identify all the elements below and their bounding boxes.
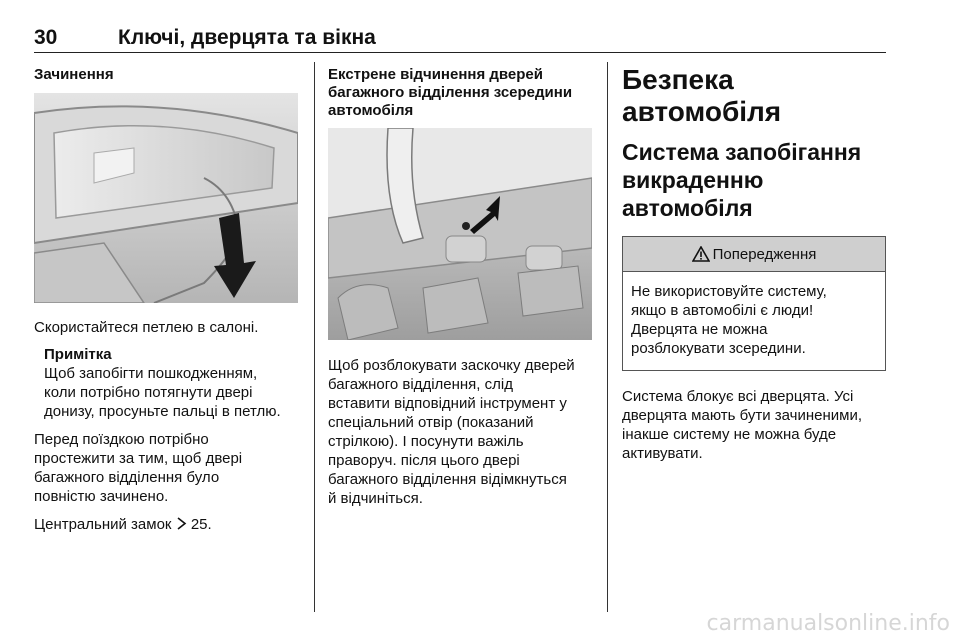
page-number: 30 — [34, 26, 58, 49]
text-line: спеціальний отвір (показаний — [328, 414, 534, 431]
column-closing-text — [34, 318, 304, 534]
text-line: й відчиніться. — [328, 490, 423, 507]
vehicle-security-section — [622, 64, 892, 463]
heading-line: Екстрене відчинення дверей — [328, 66, 543, 83]
cross-reference-page: 25. — [190, 516, 212, 533]
cross-reference[interactable] — [34, 515, 304, 534]
arrow-ref-icon — [176, 517, 187, 530]
emergency-release-illustration — [328, 128, 592, 340]
warning-triangle-icon — [692, 246, 710, 262]
note-line: донизу, просуньте пальці в петлю. — [44, 403, 281, 420]
column-divider — [607, 62, 608, 612]
text-line: активувати. — [622, 445, 703, 462]
heading-line: багажного відділення зсередини — [328, 84, 573, 101]
heading-line: автомобіля — [328, 102, 414, 119]
note-block — [44, 345, 304, 421]
warning-line: якщо в автомобілі є люди! — [631, 302, 814, 319]
chapter-title: Ключі, дверцята та вікна — [118, 26, 376, 49]
warning-title: Попередження — [712, 245, 817, 263]
warning-line: Дверцята не можна — [631, 321, 768, 338]
column-divider — [314, 62, 315, 612]
cross-reference-text: Центральний замок — [34, 516, 172, 533]
warning-line: розблокувати зсередини. — [631, 340, 806, 357]
note-title: Примітка — [44, 346, 112, 363]
instruction-text: Скористайтеся петлею в салоні. — [34, 319, 259, 336]
warning-line: Не використовуйте систему, — [631, 283, 827, 300]
text-line: багажного відділення було — [34, 469, 220, 486]
text-line: простежити за тим, щоб двері — [34, 450, 243, 467]
section-title: Безпека автомобіля — [622, 64, 782, 127]
text-line: Щоб розблокувати заскочку дверей — [328, 357, 575, 374]
paragraph-before-trip — [34, 430, 304, 506]
note-line: коли потрібно потягнути двері — [44, 384, 253, 401]
warning-header — [623, 237, 885, 272]
page-header — [34, 26, 886, 53]
text-line: вставити відповідний інструмент у — [328, 395, 567, 412]
warning-box — [622, 236, 886, 371]
text-line: багажного відділення відімкнуться — [328, 471, 567, 488]
warning-body — [623, 272, 885, 370]
tailgate-closing-illustration — [34, 93, 298, 303]
subsection-title-line: Система запобігання — [622, 139, 862, 165]
security-description — [622, 387, 892, 463]
text-line: Система блокує всі дверцята. Усі — [622, 388, 854, 405]
text-line: повністю зачинено. — [34, 488, 169, 505]
note-line: Щоб запобігти пошкодженням, — [44, 365, 258, 382]
emergency-opening-heading — [328, 66, 598, 120]
subsection-title-line: викраденню автомобіля — [622, 167, 764, 221]
section-heading-closing: Зачинення — [34, 66, 114, 83]
text-line: багажного відділення, слід — [328, 376, 513, 393]
text-line: Перед поїздкою потрібно — [34, 431, 209, 448]
text-line: праворуч. після цього двері — [328, 452, 520, 469]
emergency-opening-text — [328, 356, 603, 508]
site-watermark: carmanualsonline.info — [706, 611, 950, 636]
text-line: стрілкою). І посунути важіль — [328, 433, 524, 450]
text-line: дверцята мають бути зачиненими, — [622, 407, 862, 424]
text-line: інакше систему не можна буде — [622, 426, 837, 443]
